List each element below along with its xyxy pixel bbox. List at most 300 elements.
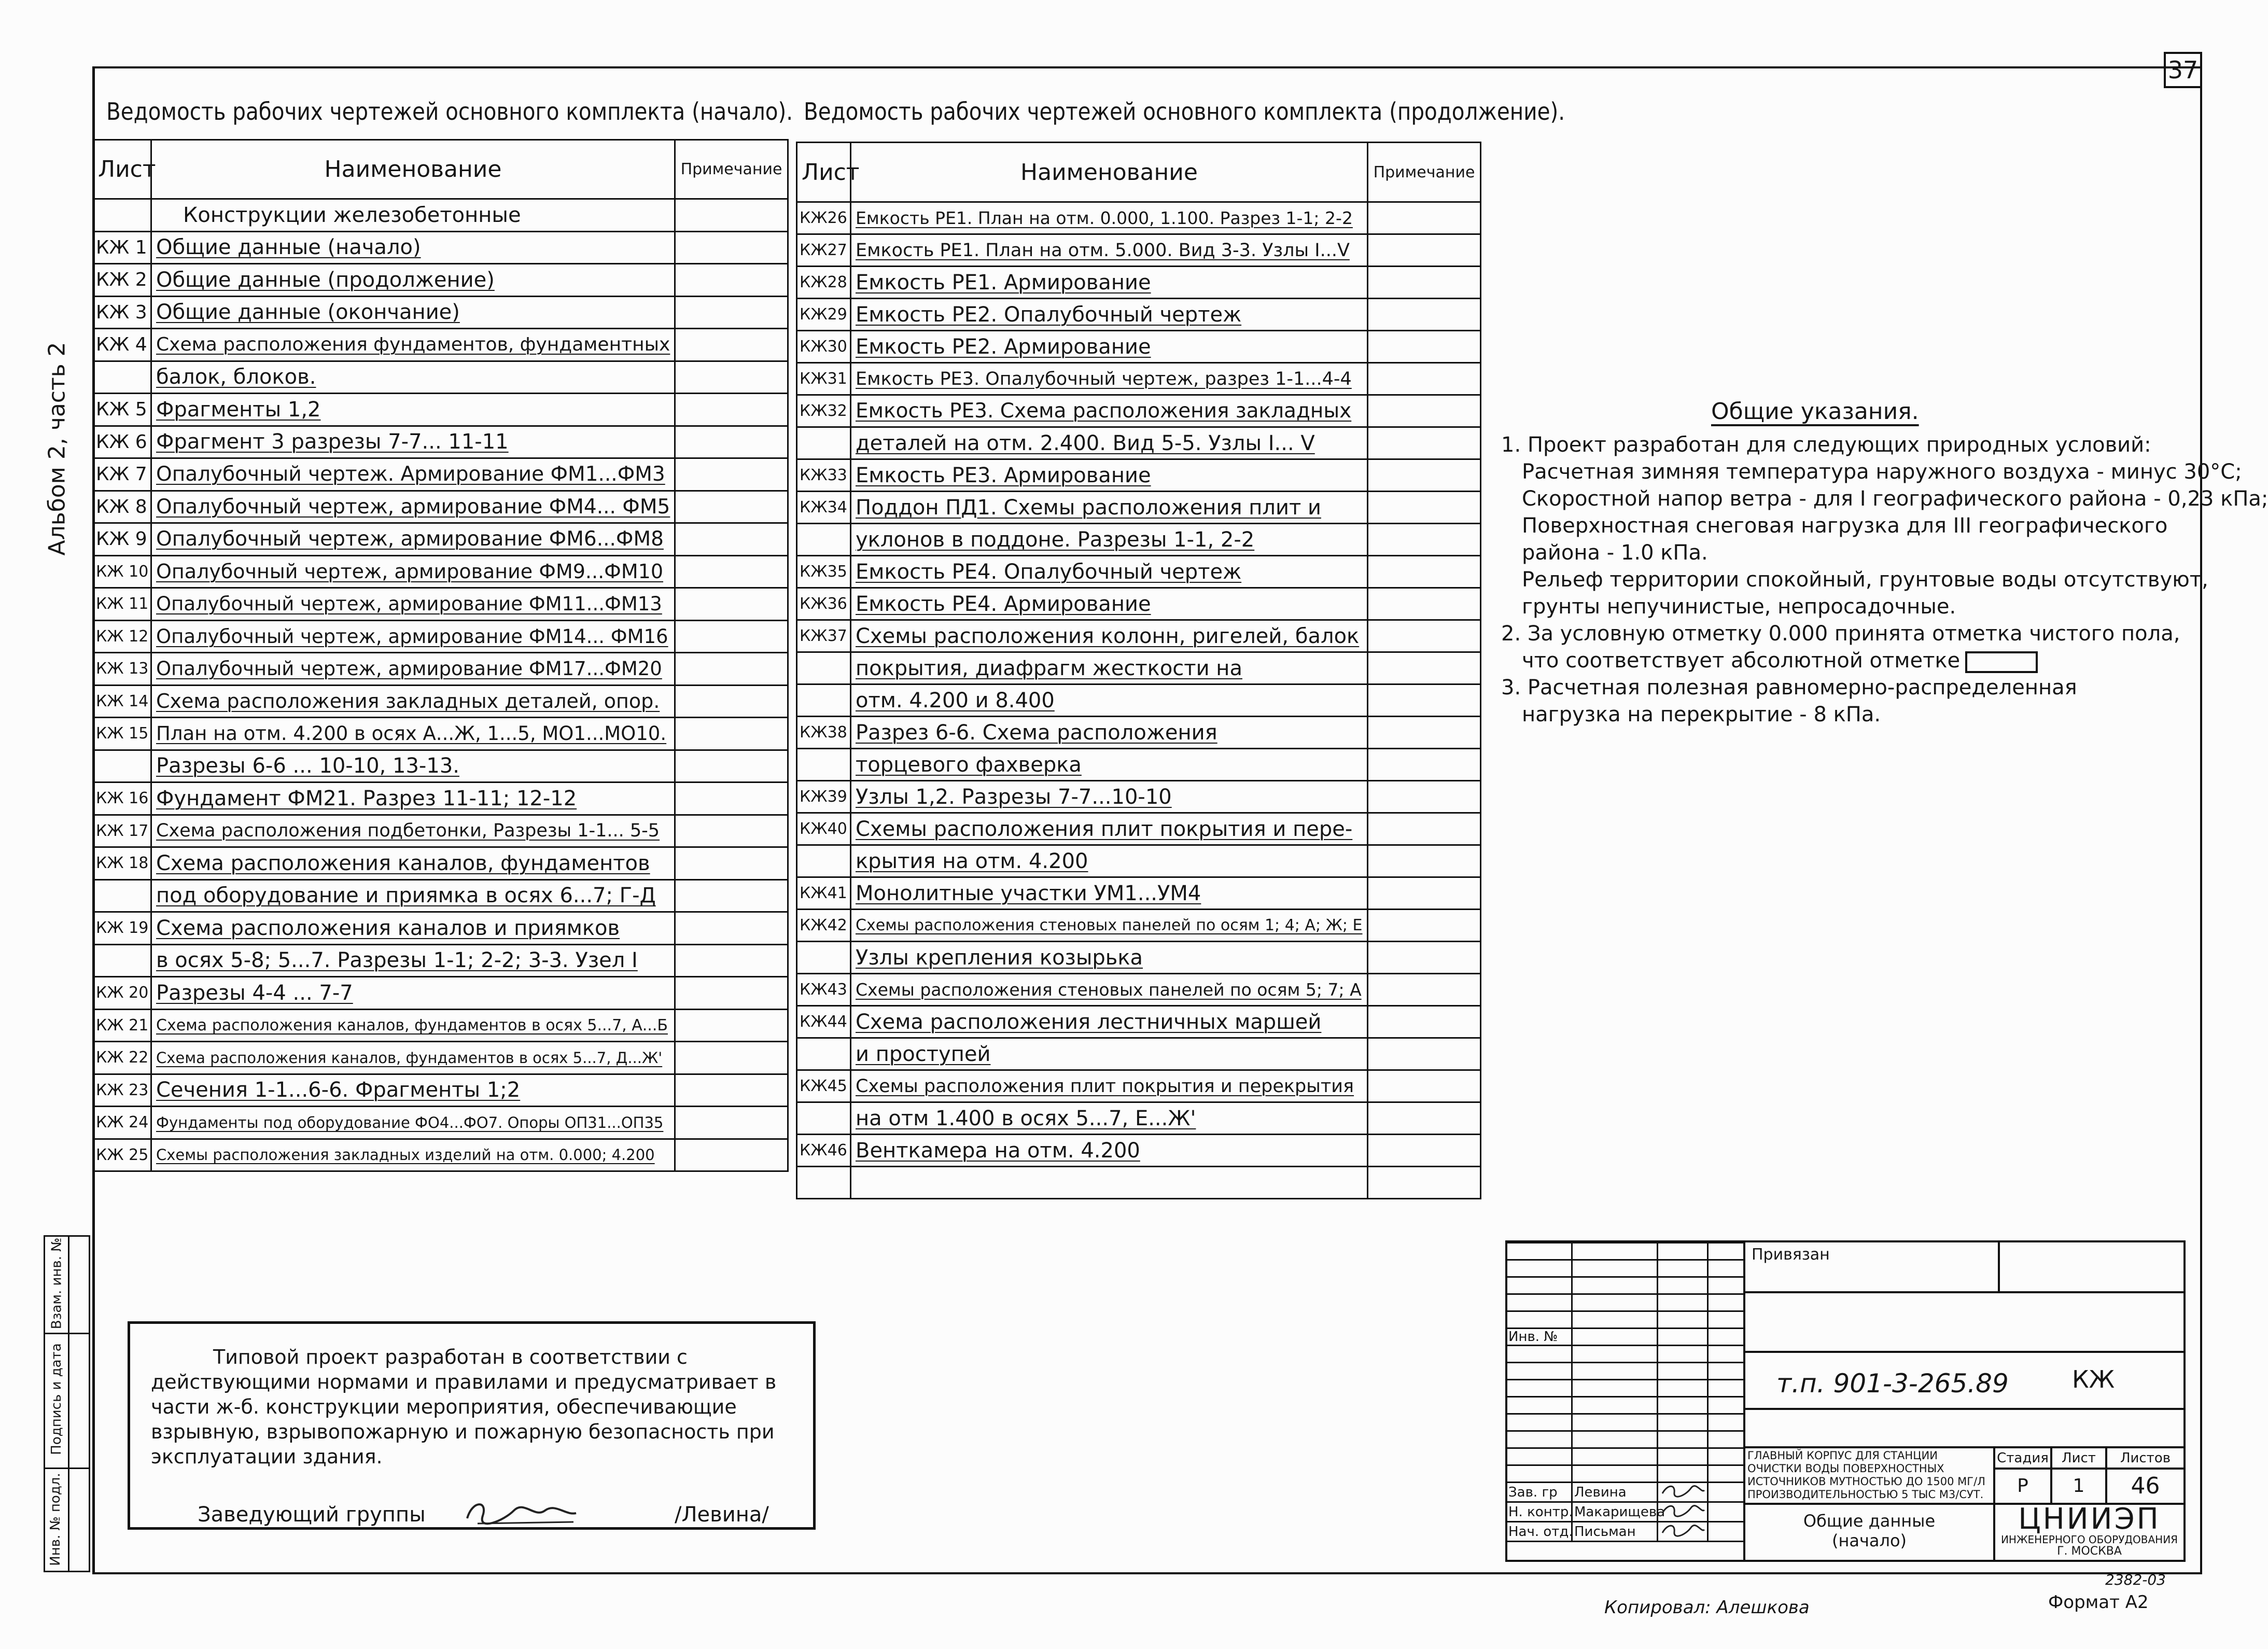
general-note-line: нагрузка на перекрытие - 8 кПа.: [1522, 703, 1881, 726]
sheet-code: [93, 264, 151, 297]
table-row: [797, 588, 1481, 620]
drawing-name: [851, 267, 1368, 299]
drawing-name: [151, 782, 675, 815]
note-cell: [1368, 845, 1481, 877]
note-cell: [675, 1107, 788, 1139]
sheet-code: [93, 394, 151, 426]
table-row: [797, 942, 1481, 974]
note-cell: [675, 523, 788, 556]
drawing-name: [151, 685, 675, 718]
revision-cell: [1506, 1465, 1572, 1483]
sheet-code-text: КЖ27: [800, 241, 847, 259]
sheet-code: [93, 653, 151, 686]
revision-cell: [1506, 1448, 1572, 1465]
drawing-name-text: Емкость РЕ3. Армирование: [856, 463, 1151, 487]
drawing-name-text: и проступей: [856, 1042, 991, 1066]
drawing-name-text: План на отм. 4.200 в осях А...Ж, 1...5, МО1...МО10.: [156, 722, 667, 745]
note-cell: [675, 1042, 788, 1074]
drawing-name-text: Емкость РЕ3. Схема расположения закладных: [856, 399, 1352, 423]
sheet-code: [93, 685, 151, 718]
sheet-code-text: КЖ28: [800, 273, 847, 291]
sheet-code-text: КЖ40: [800, 820, 847, 838]
drawing-name-text: Опалубочный чертеж, армирование ФМ4... ФМ5: [156, 495, 670, 519]
drawing-name: [151, 491, 675, 523]
drawing-name-text: Разрезы 4-4 ... 7-7: [156, 981, 353, 1005]
table-row: [797, 202, 1481, 234]
drawing-name-text: Общие данные (начало): [156, 235, 421, 260]
table-row: [797, 910, 1481, 942]
note-cell: [1368, 1070, 1481, 1102]
sheet-code: [797, 910, 851, 942]
drawing-name: [151, 1139, 675, 1171]
drawing-name: [851, 781, 1368, 813]
revision-row: [1506, 1346, 1744, 1363]
revision-cell: [1506, 1277, 1572, 1294]
drawing-name-text: Фрагменты 1,2: [156, 397, 321, 422]
sheet-code-text: КЖ44: [800, 1013, 847, 1031]
sheet-code: [93, 555, 151, 588]
margin-stamp: [44, 1235, 90, 1572]
table-row: [797, 717, 1481, 749]
drawing-name: [151, 329, 675, 361]
drawing-name: [851, 1102, 1368, 1135]
right-table-title: Ведомость рабочих чертежей основного комплекта (продолжение).: [804, 97, 1565, 125]
sheet-code: [93, 815, 151, 847]
sheet-code-text: КЖ 4: [96, 334, 147, 356]
revision-cell: [1708, 1329, 1744, 1346]
drawing-name: [851, 910, 1368, 942]
revision-row: [1506, 1363, 1744, 1380]
sheet-code: [93, 620, 151, 653]
drawing-name: [851, 556, 1368, 588]
drawing-name: [851, 588, 1368, 620]
sheet-code-text: КЖ33: [800, 466, 847, 484]
table-row: [797, 459, 1481, 492]
sheet-code-text: КЖ 15: [96, 724, 149, 743]
note-cell: [1368, 556, 1481, 588]
note-cell: [675, 264, 788, 297]
table-row: [797, 813, 1481, 845]
header-sheet: Лист: [93, 140, 151, 199]
drawing-name: [151, 458, 675, 491]
revision-cell: [1572, 1397, 1658, 1414]
drawing-name-text: Схема расположения каналов, фундаментов в осях 5...7, А...Б: [156, 1016, 668, 1035]
sheet-code: [797, 717, 851, 749]
sheet-code-text: КЖ 8: [96, 496, 147, 518]
note-cell: [675, 944, 788, 977]
stage-label: Стадия: [1993, 1446, 2052, 1470]
sheet-code: [93, 329, 151, 361]
sheet-code: [93, 977, 151, 1010]
drawing-name-text: Узлы крепления козырька: [856, 945, 1143, 970]
revision-cell: [1658, 1397, 1708, 1414]
drawing-name: [851, 877, 1368, 910]
note-cell: [1368, 395, 1481, 427]
drawing-name: [151, 296, 675, 329]
table-row: [797, 781, 1481, 813]
revision-row: [1506, 1277, 1744, 1294]
drawing-name: [851, 749, 1368, 781]
revision-cell: [1506, 1397, 1572, 1414]
table-row: [797, 1135, 1481, 1167]
header-name: Наименование: [851, 143, 1368, 202]
table-row: [93, 750, 788, 782]
sheet-code: [797, 331, 851, 363]
table-row: [93, 1009, 788, 1042]
revision-cell: [1572, 1294, 1658, 1311]
table-row: [93, 523, 788, 556]
note-cell: [675, 750, 788, 782]
revision-cell: [1572, 1346, 1658, 1363]
table-row: [93, 620, 788, 653]
note-cell: [675, 718, 788, 750]
sheet-code-text: КЖ45: [800, 1077, 847, 1095]
sheet-code-text: КЖ 9: [96, 528, 147, 550]
sheet-code: [93, 296, 151, 329]
general-note-line: 1. Проект разработан для следующих природных условий:: [1501, 433, 2151, 457]
sheet-code: [93, 361, 151, 394]
sheet-code-text: КЖ30: [800, 338, 847, 356]
revision-cell: [1506, 1346, 1572, 1363]
sheet-code-text: КЖ41: [800, 884, 847, 902]
note-cell: [1368, 877, 1481, 910]
note-cell: [675, 815, 788, 847]
table-row: [93, 1139, 788, 1171]
revision-row: [1506, 1414, 1744, 1431]
revision-cell: [1506, 1311, 1572, 1329]
header-sheet: Лист: [797, 143, 851, 202]
tied-label: Привязан: [1752, 1246, 1830, 1264]
table-row: [93, 944, 788, 977]
table-row: [93, 264, 788, 297]
header-note: Примечание: [675, 140, 788, 199]
note-cell: [675, 555, 788, 588]
mark-code: КЖ: [2072, 1365, 2115, 1393]
drawing-name: [851, 1167, 1368, 1199]
drawing-name: [851, 234, 1368, 267]
sheet-code-text: КЖ 25: [96, 1145, 149, 1164]
sheet-code: [797, 459, 851, 492]
stamp-replaces-inv: Взам. инв. №: [49, 1237, 65, 1330]
revision-row: [1506, 1329, 1744, 1346]
inv-label: Инв. №: [1506, 1329, 1572, 1346]
signer-role: Зав. гр: [1506, 1483, 1572, 1502]
revision-cell: [1658, 1448, 1708, 1465]
drawing-name: [151, 847, 675, 880]
revision-row: [1506, 1311, 1744, 1329]
header-note: Примечание: [1368, 143, 1481, 202]
table-row: [93, 1074, 788, 1107]
table-row: [797, 1038, 1481, 1070]
drawing-name-text: Узлы 1,2. Разрезы 7-7...10-10: [856, 785, 1172, 809]
revision-cell: [1572, 1380, 1658, 1397]
table-row: [93, 231, 788, 264]
revision-cell: [1506, 1294, 1572, 1311]
sheet-code-text: КЖ 10: [96, 562, 149, 581]
sheet-code: [93, 847, 151, 880]
drawing-name-text: Емкость РЕ4. Опалубочный чертеж: [856, 560, 1242, 584]
sheet-format: Формат А2: [2048, 1592, 2149, 1613]
drawing-name-text: отм. 4.200 и 8.400: [856, 688, 1055, 712]
drawing-name-text: Схемы расположения колонн, ригелей, балок: [856, 624, 1360, 648]
stage-value: Р: [1993, 1468, 2052, 1505]
revision-cell: [1708, 1448, 1744, 1465]
project-code: т.п. 901-3-265.89: [1776, 1368, 2009, 1399]
revision-cell: [1506, 1243, 1572, 1260]
drawing-name-text: Венткамера на отм. 4.200: [856, 1138, 1140, 1163]
sheet-code-text: КЖ 3: [96, 301, 147, 323]
drawing-name: [151, 879, 675, 912]
general-note-line: 2. За условную отметку 0.000 принята отметка чистого пола,: [1501, 622, 2180, 646]
drawing-name-text: Емкость РЕ1. План на отм. 0.000, 1.100. Разрез 1-1; 2-2: [856, 208, 1353, 228]
note-cell: [1368, 427, 1481, 459]
tied-cell: [1743, 1240, 2000, 1293]
table-row: [93, 394, 788, 426]
note-cell: [1368, 1006, 1481, 1038]
table-row: [93, 491, 788, 523]
table-row: [797, 299, 1481, 331]
sheet-code: [797, 781, 851, 813]
revision-cell: [1658, 1329, 1708, 1346]
drawing-name-text: Схемы расположения плит покрытия и перекрытия: [856, 1075, 1354, 1097]
revision-cell: [1708, 1483, 1744, 1502]
drawing-name: [151, 361, 675, 394]
sheet-code-text: КЖ 23: [96, 1081, 149, 1099]
general-note-line: Скоростной напор ветра - для I географического района - 0,23 кПа;: [1522, 487, 2268, 511]
drawing-name: [851, 1070, 1368, 1102]
drawing-name: [851, 717, 1368, 749]
revision-cell: [1572, 1465, 1658, 1483]
drawing-name: [851, 942, 1368, 974]
drawing-name: [151, 1074, 675, 1107]
drawing-name-text: Конструкции железобетонные: [183, 203, 521, 227]
revision-row: [1506, 1260, 1744, 1277]
sheet-code-text: КЖ35: [800, 563, 847, 581]
drawing-name-text: Схемы расположения стеновых панелей по осям 5; 7; А: [856, 980, 1362, 1000]
sheet-code: [797, 1167, 851, 1199]
revision-cell: [1572, 1277, 1658, 1294]
note-cell: [675, 426, 788, 458]
note-cell: [675, 329, 788, 361]
drawing-name-text: Емкость РЕ3. Опалубочный чертеж, разрез 1-1...4-4: [856, 368, 1352, 389]
drawing-name: [851, 813, 1368, 845]
drawing-name-text: Схема расположения каналов, фундаментов: [156, 851, 650, 875]
revision-cell: [1708, 1260, 1744, 1277]
table-row: [93, 879, 788, 912]
header-name: Наименование: [151, 140, 675, 199]
sheet-code-text: КЖ 18: [96, 854, 149, 873]
drawing-name: [851, 427, 1368, 459]
sheet-code-text: КЖ39: [800, 788, 847, 806]
sheet-code-text: КЖ 16: [96, 789, 149, 808]
note-cell: [1368, 331, 1481, 363]
sheet-code: [797, 299, 851, 331]
note-cell: [675, 782, 788, 815]
revision-cell: [1658, 1294, 1708, 1311]
table-row: [93, 847, 788, 880]
sheet-code: [797, 620, 851, 652]
note-cell: [675, 620, 788, 653]
drawing-name: [151, 718, 675, 750]
sheet-code: [93, 491, 151, 523]
table-row: [93, 588, 788, 621]
sheet-code-text: КЖ 14: [96, 692, 149, 710]
signer-name: Макарищева: [1572, 1502, 1658, 1522]
revision-cell: [1658, 1380, 1708, 1397]
revision-row: [1506, 1380, 1744, 1397]
sheet-code: [93, 718, 151, 750]
stamp-signature-date: Подпись и дата: [49, 1343, 64, 1455]
drawing-name-text: крытия на отм. 4.200: [856, 849, 1088, 873]
compliance-note-text: Типовой проект разработан в соответствии с действующими нормами и правилами и предусматривает в части ж-б. конструкции мероприятия, обеспечивающие взрывную, взрывопожарную и пожарную безопасность при эксплуатации здания.: [151, 1346, 777, 1468]
sheet-code-text: КЖ 20: [96, 984, 149, 1002]
drawing-name-text: Схемы расположения плит покрытия и пере-: [856, 817, 1353, 841]
table-row: [93, 782, 788, 815]
note-cell: [675, 847, 788, 880]
note-cell: [1368, 717, 1481, 749]
copied-by: Копировал: Алешкова: [1604, 1597, 1810, 1618]
drawing-name: [851, 363, 1368, 395]
sheet-code: [797, 1038, 851, 1070]
sheet-code: [797, 1135, 851, 1167]
drawing-name-text: Схемы расположения закладных изделий на отм. 0.000; 4.200: [156, 1146, 655, 1164]
organization-city: Г. МОСКВА: [2057, 1545, 2122, 1558]
table-row: [797, 427, 1481, 459]
table-row: [797, 234, 1481, 267]
note-cell: [675, 491, 788, 523]
sheet-code: [93, 1074, 151, 1107]
drawing-name: [851, 492, 1368, 524]
drawing-name: [851, 1135, 1368, 1167]
sheet-code-text: КЖ 5: [96, 399, 147, 421]
sheet-code-text: КЖ 19: [96, 919, 149, 938]
note-cell: [1368, 974, 1481, 1006]
revision-cell: [1658, 1243, 1708, 1260]
sheet-code: [93, 782, 151, 815]
note-cell: [675, 977, 788, 1010]
revision-cell: [1708, 1277, 1744, 1294]
sheet-code: [93, 523, 151, 556]
revision-row: [1506, 1483, 1744, 1502]
general-note-line: 3. Расчетная полезная равномерно-распределенная: [1501, 676, 2077, 700]
sheet-code: [93, 879, 151, 912]
note-cell: [1368, 684, 1481, 717]
sheet-code: [93, 1107, 151, 1139]
sheet-code: [797, 1070, 851, 1102]
drawing-name-text: на отм 1.400 в осях 5...7, Е...Ж': [856, 1106, 1196, 1130]
sheet-code-text: КЖ 22: [96, 1049, 149, 1067]
sheet-code-text: КЖ37: [800, 627, 847, 645]
note-cell: [675, 588, 788, 621]
drawing-name: [851, 202, 1368, 234]
drawing-name: [151, 653, 675, 686]
revision-row: [1506, 1431, 1744, 1448]
sheet-code: [797, 588, 851, 620]
drawing-name: [151, 264, 675, 297]
drawing-name-text: Схема расположения закладных деталей, опор.: [156, 690, 660, 713]
signer-role: Нач. отд.: [1506, 1522, 1572, 1542]
note-cell: [1368, 588, 1481, 620]
signature-name: /Левина/: [675, 1503, 769, 1527]
table-row: [797, 556, 1481, 588]
note-cell: [1368, 1135, 1481, 1167]
project-code-cell: [1743, 1351, 2186, 1410]
drawing-name-text: уклонов в поддоне. Разрезы 1-1, 2-2: [856, 527, 1255, 552]
drawing-name: [151, 394, 675, 426]
sheet-code: [93, 458, 151, 491]
sheets-value: 46: [2105, 1468, 2186, 1505]
drawing-name-text: Схема расположения подбетонки, Разрезы 1-1... 5-5: [156, 820, 660, 842]
table-row: [93, 685, 788, 718]
revision-cell: [1572, 1311, 1658, 1329]
table-row: [797, 652, 1481, 684]
revision-cell: [1708, 1311, 1744, 1329]
note-cell: [675, 912, 788, 945]
general-note-line: Расчетная зимняя температура наружного воздуха - минус 30°С;: [1522, 460, 2242, 484]
drawing-name: [151, 815, 675, 847]
revision-cell: [1658, 1311, 1708, 1329]
revision-row: [1506, 1502, 1744, 1522]
table-row: [797, 1070, 1481, 1102]
note-cell: [1368, 363, 1481, 395]
drawing-name-text: Сечения 1-1...6-6. Фрагменты 1;2: [156, 1078, 521, 1102]
note-cell: [1368, 620, 1481, 652]
revision-cell: [1572, 1431, 1658, 1448]
table-row: [797, 1006, 1481, 1038]
sheet-code: [797, 652, 851, 684]
drawing-name-text: Емкость РЕ1. План на отм. 5.000. Вид 3-3. Узлы I...V: [856, 240, 1350, 261]
revision-cell: [1708, 1502, 1744, 1522]
revision-cell: [1708, 1243, 1744, 1260]
drawing-title-cell: [1743, 1503, 1995, 1562]
table-row: [93, 555, 788, 588]
drawing-name-text: Разрез 6-6. Схема расположения: [856, 720, 1217, 745]
sheet-code: [797, 427, 851, 459]
table-row: [797, 1102, 1481, 1135]
revision-cell: [1708, 1522, 1744, 1542]
note-cell: [675, 879, 788, 912]
order-number: 2382-03: [2105, 1571, 2166, 1588]
sheets-label: Листов: [2105, 1446, 2186, 1470]
revision-cell: [1708, 1431, 1744, 1448]
page-number: 37: [2164, 52, 2202, 88]
tied-value-cell: [1998, 1240, 2186, 1293]
right-drawings-table: [796, 142, 1481, 1199]
drawing-name: [851, 684, 1368, 717]
table-row: [797, 877, 1481, 910]
revision-row: [1506, 1397, 1744, 1414]
note-cell: [675, 458, 788, 491]
signer-name: Письман: [1572, 1522, 1658, 1542]
table-row: [93, 361, 788, 394]
signature-icon: [1658, 1483, 1708, 1502]
sheet-code: [797, 1006, 851, 1038]
drawing-name-text: Емкость РЕ2. Опалубочный чертеж: [856, 302, 1242, 327]
drawing-name-text: Опалубочный чертеж. Армирование ФМ1...ФМ3: [156, 463, 665, 486]
note-cell: [1368, 492, 1481, 524]
table-row: [797, 749, 1481, 781]
drawing-name: [151, 1107, 675, 1139]
sheet-code: [93, 912, 151, 945]
sheet-code: [797, 556, 851, 588]
revision-row: [1506, 1448, 1744, 1465]
sheet-code: [93, 199, 151, 232]
drawing-name-text: Схема расположения каналов и приямков: [156, 916, 620, 940]
sheet-code: [797, 813, 851, 845]
organization-subtitle: ИНЖЕНЕРНОГО ОБОРУДОВАНИЯ: [2000, 1533, 2178, 1546]
drawing-name-text: Емкость РЕ4. Армирование: [856, 592, 1151, 616]
note-cell: [675, 1139, 788, 1171]
